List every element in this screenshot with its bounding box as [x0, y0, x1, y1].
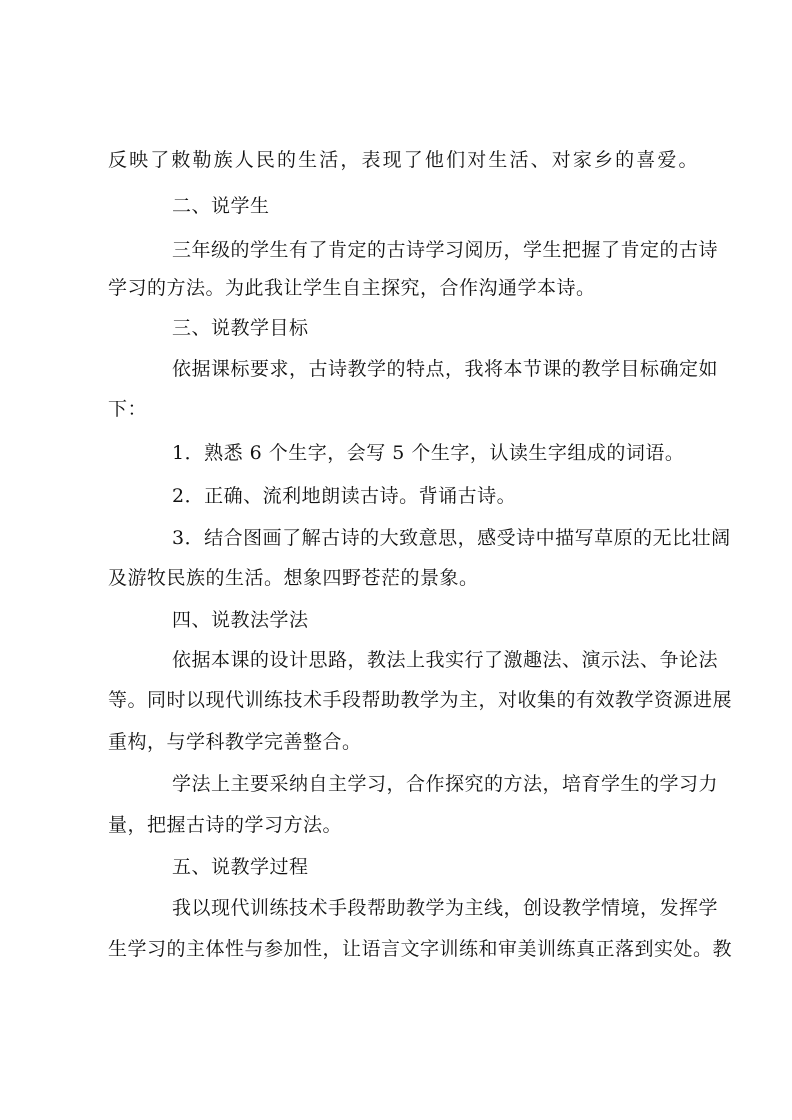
list-item-2: 2．正确、流利地朗读古诗。背诵古诗。	[172, 485, 517, 507]
heading-section-5: 五、说教学过程	[172, 856, 309, 878]
paragraph-p5-line-2: 生学习的主体性与参加性，让语言文字训练和审美训练真正落到实处。教	[108, 938, 733, 960]
paragraph-p4-line-1: 学法上主要采纳自主学习，合作探究的方法，培育学生的学习力	[172, 773, 719, 795]
paragraph-p0-line-1: 反映了敕勒族人民的生活，表现了他们对生活、对家乡的喜爱。	[108, 149, 698, 171]
paragraph-p2-line-1: 依据课标要求，古诗教学的特点，我将本节课的教学目标确定如	[172, 358, 719, 380]
paragraph-p3-line-2: 等。同时以现代训练技术手段帮助教学为主，对收集的有效教学资源进展	[108, 689, 733, 711]
paragraph-p4-line-2: 量，把握古诗的学习方法。	[108, 814, 343, 836]
heading-section-2: 二、说学生	[172, 195, 270, 217]
list-item-1: 1．熟悉 6 个生字，会写 5 个生字，认读生字组成的词语。	[172, 442, 685, 464]
list-item-3-line-1: 3．结合图画了解古诗的大致意思，感受诗中描写草原的无比壮阔	[172, 527, 731, 549]
paragraph-p1-line-2: 学习的方法。为此我让学生自主探究，合作沟通学本诗。	[108, 277, 596, 299]
paragraph-p5-line-1: 我以现代训练技术手段帮助教学为主线，创设教学情境，发挥学	[172, 897, 719, 919]
heading-section-4: 四、说教法学法	[172, 609, 309, 631]
paragraph-p2-line-2: 下：	[108, 398, 148, 420]
paragraph-p1-line-1: 三年级的学生有了肯定的古诗学习阅历，学生把握了肯定的古诗	[172, 239, 719, 261]
heading-section-3: 三、说教学目标	[172, 317, 309, 339]
paragraph-p3-line-1: 依据本课的设计思路，教法上我实行了激趣法、演示法、争论法	[172, 649, 719, 671]
paragraph-p3-line-3: 重构，与学科教学完善整合。	[108, 731, 362, 753]
list-item-3-line-2: 及游牧民族的生活。想象四野苍茫的景象。	[108, 567, 479, 589]
